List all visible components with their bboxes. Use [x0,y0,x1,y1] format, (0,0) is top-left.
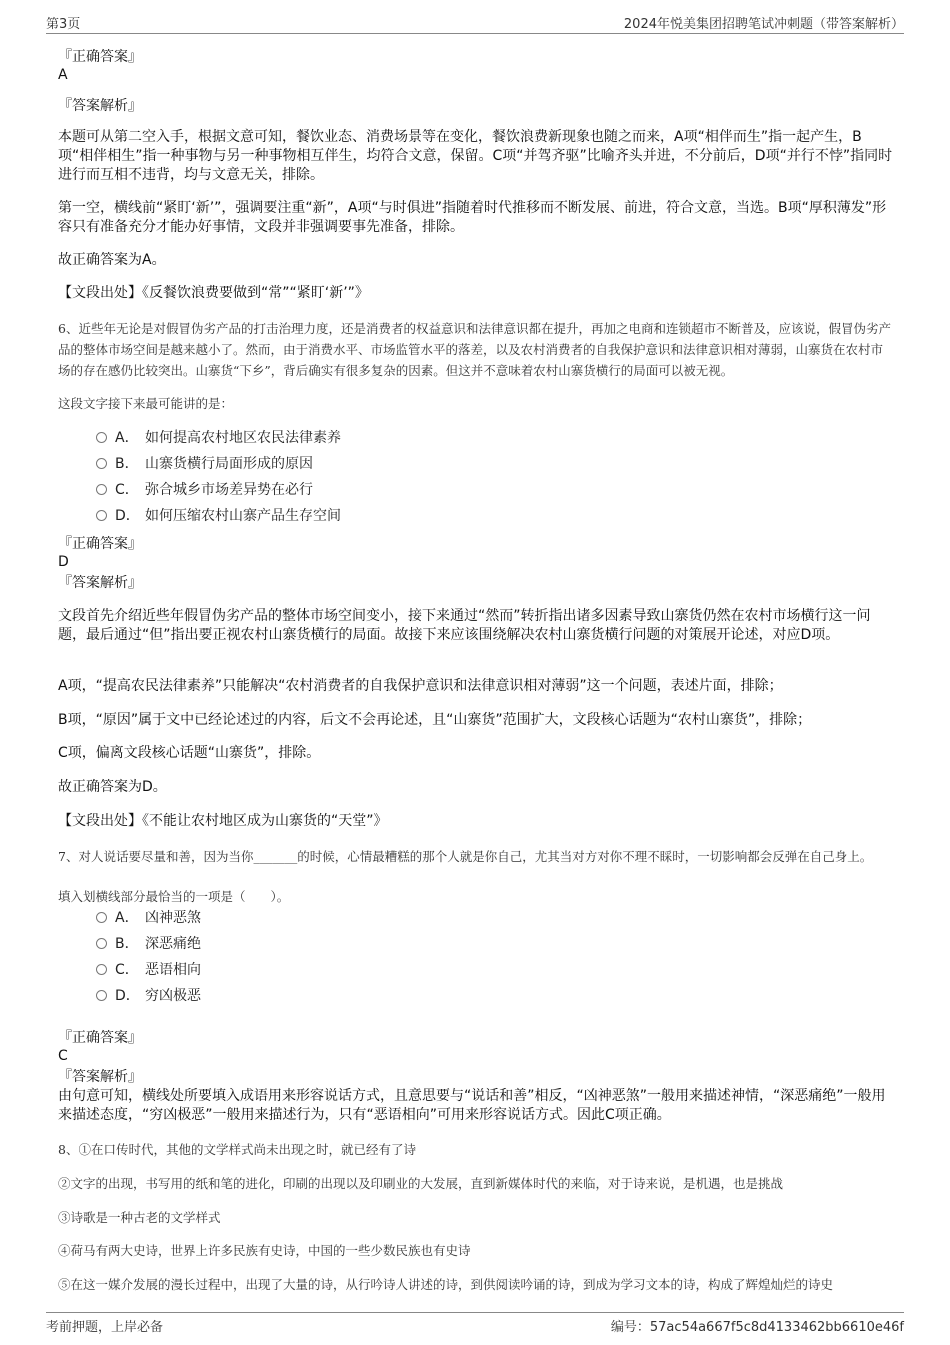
radio-icon[interactable] [96,990,107,1001]
q6-source: 【文段出处】《不能让农村地区成为山寨货的“天堂”》 [58,813,388,829]
q6-stem: 6、近些年无论是对假冒伪劣产品的打击治理力度，还是消费者的权益意识和法律意识都在提升，再加之电商和连锁超市不断普及，应该说，假冒伪劣产品的整体市场空间是越来越小了。然而，由于消费水平、市场监管水平的落差，以及农村消费者的自我保护意识和法律意识相对薄弱，山寨货在农村市场的存在感仍比较突出。山寨货“下乡”，背后确实有很多复杂的因素。但这并不意味着农村山寨货横行的局面可以被无视。 [58,321,891,378]
q5-analysis-label: 『答案解析』 [58,98,142,114]
q8-sentence-2: ②文字的出现，书写用的纸和笔的进化，印刷的出现以及印刷业的大发展，直到新媒体时代的来临，对于诗来说，是机遇，也是挑战 [58,1176,784,1191]
q5-conclusion: 故正确答案为A。 [58,252,166,268]
q6-option-d[interactable]: D． 如何压缩农村山寨产品生存空间 [96,506,341,526]
page-footer [46,1312,904,1335]
q7-option-a[interactable]: A． 凶神恶煞 [96,908,201,928]
q8-sentence-1: 8、①在口传时代，其他的文学样式尚未出现之时，就已经有了诗 [58,1142,416,1157]
q5-source: 【文段出处】《反餐饮浪费要做到“常”“紧盯‘新’”》 [58,285,369,301]
radio-icon[interactable] [96,938,107,949]
page-header [46,13,904,34]
q7-stem: 7、对人说话要尽量和善，因为当你_______的时候，心情最糟糕的那个人就是你自己，尤其当对方对你不理不睬时，一切影响都会反弹在自己身上。 [58,849,873,864]
document-code: 编号：57ac54a667f5c8d4133462bb6610e46f [610,1320,904,1335]
q5-analysis-p2: 第一空，横线前“紧盯‘新’”，强调要注重“新”，A项“与时俱进”指随着时代推移而不断发展、前进，符合文意，当选。B项“厚积薄发”形容只有准备充分才能办好事情，文段并非强调要事先准备，排除。 [58,200,887,235]
q6-answer-label: 『正确答案』 [58,536,142,552]
q5-answer: A [58,67,68,83]
radio-icon[interactable] [96,484,107,495]
q6-conclusion: 故正确答案为D。 [58,779,167,795]
q5-answer-label: 『正确答案』 [58,49,142,65]
q7-option-b[interactable]: B． 深恶痛绝 [96,934,201,954]
q6-option-c[interactable]: C． 弥合城乡市场差异势在必行 [96,480,313,500]
radio-icon[interactable] [96,458,107,469]
q6-prompt: 这段文字接下来最可能讲的是： [58,396,234,411]
document-title: 2024年悦美集团招聘笔试冲刺题（带答案解析） [623,17,904,32]
q5-analysis-p1: 本题可从第二空入手，根据文意可知，餐饮业态、消费场景等在变化，餐饮浪费新现象也随之而来，A项“相伴而生”指一起产生，B项“相伴相生”指一种事物与另一种事物相互伴生，均符合文意，保留。C项“并驾齐驱”比喻齐头并进，不分前后，D项“并行不悖”指同时进行而互相不违背，均与文意无关，排除。 [58,129,893,183]
q6-option-a[interactable]: A． 如何提高农村地区农民法律素养 [96,428,341,448]
q6-analysis-p1: 文段首先介绍近些年假冒伪劣产品的整体市场空间变小，接下来通过“然而”转折指出诸多因素导致山寨货仍然在农村市场横行这一问题，最后通过“但”指出要正视农村山寨货横行的局面。故接下来应该围绕解决农村山寨货横行问题的对策展开论述，对应D项。 [58,608,871,643]
q6-analysis-p3: B项，“原因”属于文中已经论述过的内容，后文不会再论述，且“山寨货”范围扩大，文段核心话题为“农村山寨货”，排除； [58,712,812,728]
radio-icon[interactable] [96,432,107,443]
radio-icon[interactable] [96,912,107,923]
q6-option-b[interactable]: B． 山寨货横行局面形成的原因 [96,454,313,474]
q7-analysis-label: 『答案解析』 [58,1069,142,1085]
q8-sentence-4: ④荷马有两大史诗，世界上许多民族有史诗，中国的一些少数民族也有史诗 [58,1243,471,1258]
q7-option-d[interactable]: D． 穷凶极恶 [96,986,201,1006]
radio-icon[interactable] [96,964,107,975]
q6-analysis-label: 『答案解析』 [58,575,142,591]
page-number: 第3页 [46,17,81,32]
q7-answer-label: 『正确答案』 [58,1030,142,1046]
radio-icon[interactable] [96,510,107,521]
q8-sentence-3: ③诗歌是一种古老的文学样式 [58,1210,221,1225]
q8-sentence-5: ⑤在这一媒介发展的漫长过程中，出现了大量的诗，从行吟诗人讲述的诗，到供阅读吟诵的诗，到成为学习文本的诗，构成了辉煌灿烂的诗史 [58,1277,834,1292]
q7-analysis-p1: 由句意可知，横线处所要填入成语用来形容说话方式，且意思要与“说话和善”相反，“凶神恶煞”一般用来描述神情，“深恶痛绝”一般用来描述态度，“穷凶极恶”一般用来描述行为，只有“恶语相向”可用来形容说话方式。因此C项正确。 [58,1088,886,1123]
q6-analysis-p2: A项，“提高农民法律素养”只能解决“农村消费者的自我保护意识和法律意识相对薄弱”这一个问题，表述片面，排除； [58,678,783,694]
q6-analysis-p4: C项，偏离文段核心话题“山寨货”，排除。 [58,745,321,761]
q6-answer: D [58,554,69,570]
q7-prompt: 填入划横线部分最恰当的一项是（ ）。 [58,889,290,904]
q7-answer: C [58,1048,68,1064]
footer-slogan: 考前押题，上岸必备 [46,1320,164,1335]
q7-option-c[interactable]: C． 恶语相向 [96,960,201,980]
